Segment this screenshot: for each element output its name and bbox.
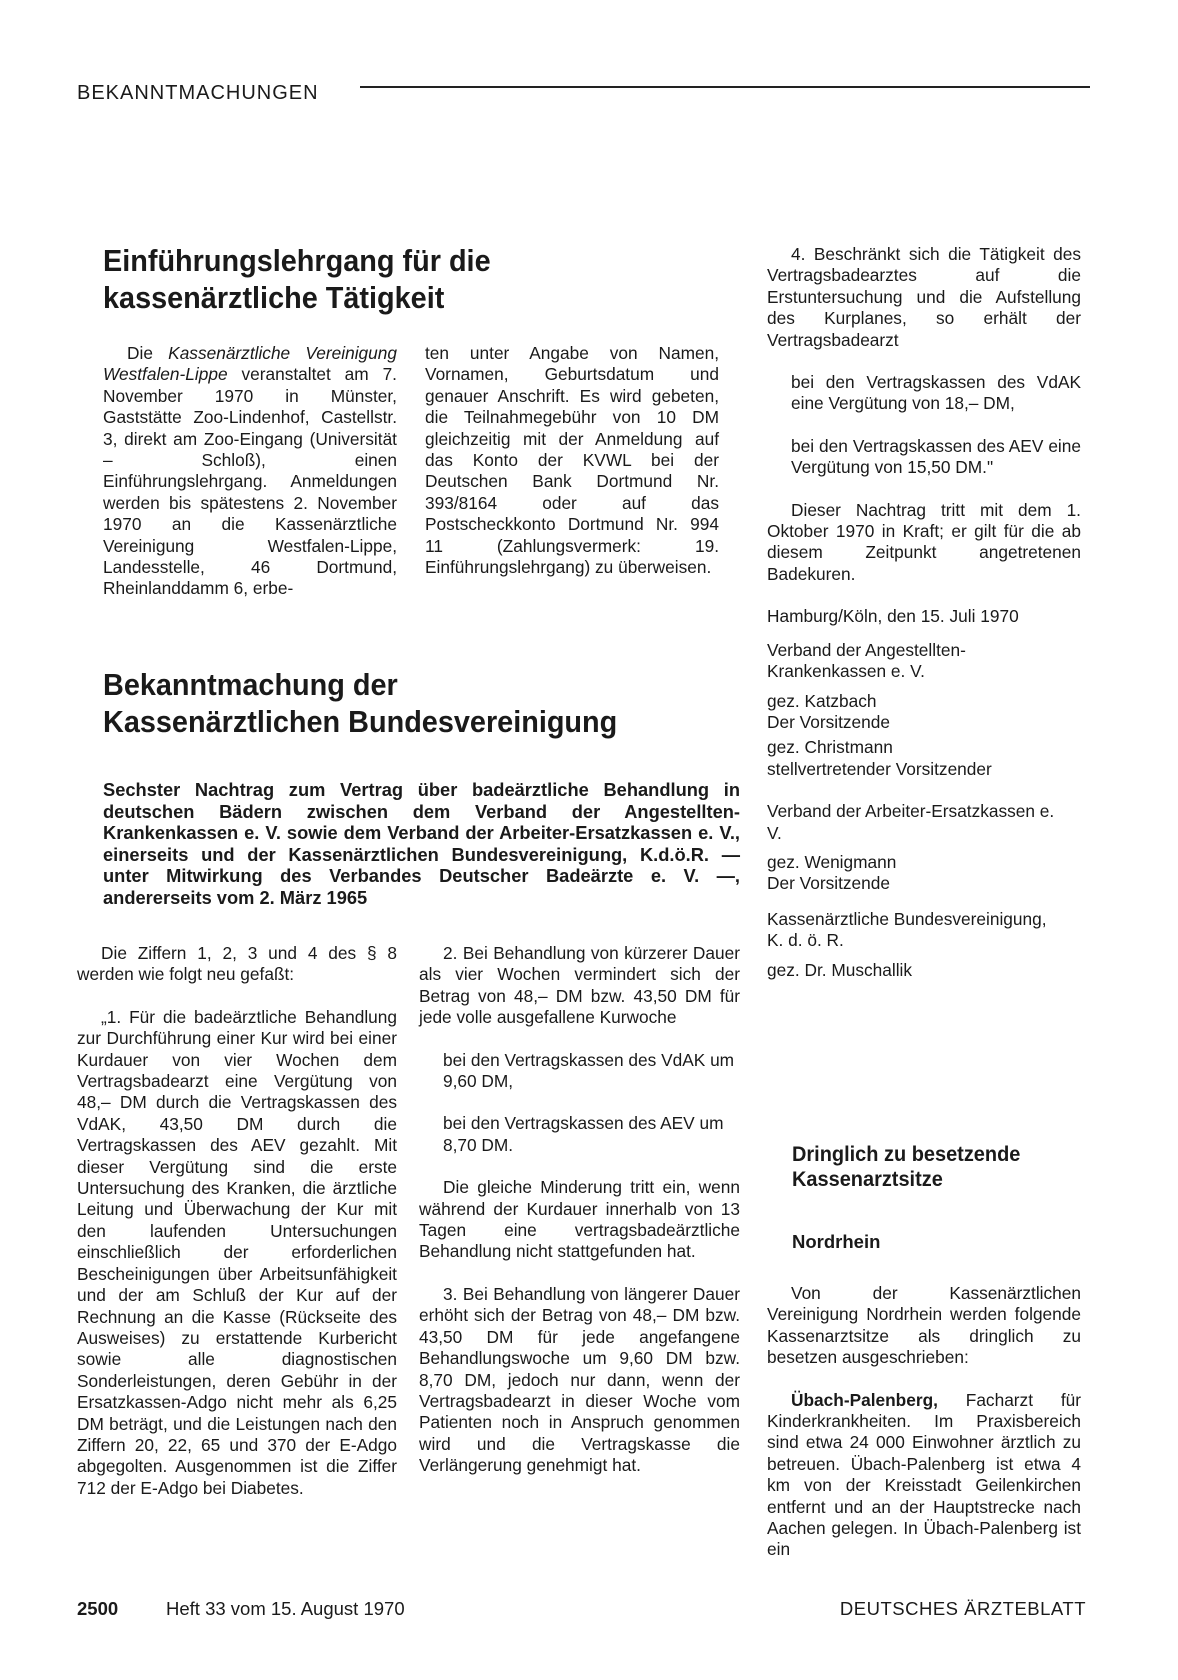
section-header: BEKANNTMACHUNGEN	[77, 82, 319, 104]
page-number: 2500	[77, 1598, 119, 1619]
article2-subtitle: Sechster Nachtrag zum Vertrag über badeärztliche Behandlung in deutschen Bädern zwischen dem Verband der Angestellten-Krankenkassen e. V. sowie dem Verband der Arbeiter-Ersatzkassen e. V., einerseits und der Kassenärztlichen Bundesvereinigung, K.d.ö.R. — unter Mitwirkung des Verbandes Deutscher Badeärzte e. V. —, andererseits vom 2. März 1965	[103, 779, 740, 908]
article2-title: Bekanntmachung der Kassenärztlichen Bundesvereinigung	[103, 667, 618, 739]
header-rule	[360, 86, 1090, 88]
article1-title: Einführungslehrgang für die kassenärztliche Tätigkeit	[103, 243, 491, 315]
article2-col2: 2. Bei Behandlung von kürzerer Dauer als vier Wochen vermindert sich der Betrag von 48,– DM bzw. 43,50 DM für jede volle ausgefallene Kurwoche bei den Vertragskassen des VdAK um 9,60 DM, bei den Vertragskassen des AEV um 8,70 DM. Die gleiche Minderung tritt ein, wenn während der Kurdauer innerhalb von 13 Tagen eine vertragsbadeärztliche Behandlung nicht stattgefunden hat. 3. Bei Behandlung von längerer Dauer erhöht sich der Betrag von 48,– DM bzw. 43,50 DM für jede angefangene Behandlungswoche um 9,60 DM bzw. 8,70 DM, jedoch nur dann, wenn der Vertragsbadearzt in dieser Woche vom Patienten noch in Anspruch genommen wird und die Vertragskasse die Verlängerung genehmigt hat.	[419, 943, 740, 1476]
article2-col1: Die Ziffern 1, 2, 3 und 4 des § 8 werden wie folgt neu gefaßt: „1. Für die badeärztliche Behandlung zur Durchführung einer Kur wird bei einer Kurdauer von vier Wochen dem Vertragsbadearzt eine Vergütung von 48,– DM durch die Vertragskassen des VdAK, 43,50 DM durch die Vertragskassen des AEV gezahlt. Mit dieser Vergütung sind die erste Untersuchung des Kranken, die ärztliche Leitung und Überwachung der Kur mit den laufenden Untersuchungen einschließlich der erforderlichen Bescheinigungen über Arbeitsunfähigkeit und der am Schluß der Kur auf der Rechnung an die Kasse (Rückseite des Ausweises) zu erstattende Kurbericht sowie alle diagnostischen Sonderleistungen, deren Gebühr in der Ersatzkassen-Adgo nicht mehr als 6,25 DM beträgt, und die Leistungen nach den Ziffern 20, 22, 65 und 370 der E-Adgo abgegolten. Ausgenommen ist die Ziffer 712 der E-Adgo bei Diabetes.	[77, 943, 397, 1498]
article1-col2: ten unter Angabe von Namen, Vornamen, Geburtsdatum und genauer Anschrift. Es wird gebeten, die Teilnahmegebühr von 10 DM gleichzeitig mit der Anmeldung auf das Konto der KVWL bei der Deutschen Bank Dortmund Nr. 393/8164 oder auf das Postscheckkonto Dortmund Nr. 994 11 (Zahlungsvermerk: 19. Einführungslehrgang) zu überweisen.	[425, 343, 719, 578]
article3-body: Von der Kassenärztlichen Vereinigung Nordrhein werden folgende Kassenarztsitze als dringlich zu besetzen ausgeschrieben: Übach-Palenberg, Facharzt für Kinderkrankheiten. Im Praxisbereich sind etwa 24 000 Einwohner ärztlich zu betreuen. Übach-Palenberg ist etwa 4 km von der Kreisstadt Geilenkirchen entfernt und an der Hauptstrecke nach Aachen gelegen. In Übach-Palenberg ist ein	[767, 1283, 1081, 1560]
issue-info: Heft 33 vom 15. August 1970	[166, 1598, 405, 1619]
article1-col1: Die Kassenärztliche Vereinigung Westfalen-Lippe veranstaltet am 7. November 1970 in Münster, Gaststätte Zoo-Lindenhof, Castellstr. 3, direkt am Zoo-Eingang (Universität – Schloß), einen Einführungslehrgang. Anmeldungen werden bis spätestens 2. November 1970 an die Kassenärztliche Vereinigung Westfalen-Lippe, Landesstelle, 46 Dortmund, Rheinlanddamm 6, erbe-	[103, 343, 397, 599]
article3-title: Dringlich zu besetzende Kassenarztsitze	[792, 1143, 1021, 1191]
article3-region: Nordrhein	[792, 1231, 881, 1252]
right-column: 4. Beschränkt sich die Tätigkeit des Vertragsbadearztes auf die Erstuntersuchung und die Aufstellung des Kurplanes, so erhält der Vertragsbadearzt bei den Vertragskassen des VdAK eine Vergütung von 18,– DM, bei den Vertragskassen des AEV eine Vergütung von 15,50 DM." Dieser Nachtrag tritt mit dem 1. Oktober 1970 in Kraft; er gilt für die ab diesem Zeitpunkt angetretenen Badekuren. Hamburg/Köln, den 15. Juli 1970 Verband der Angestellten-Krankenkassen e. V. gez. Katzbach Der Vorsitzende gez. Christmann stellvertretender Vorsitzender Verband der Arbeiter-Ersatzkassen e. V. gez. Wenigmann Der Vorsitzende Kassenärztliche Bundesvereinigung, K. d. ö. R. gez. Dr. Muschallik	[767, 244, 1081, 980]
publication-name: DEUTSCHES ÄRZTEBLATT	[839, 1598, 1086, 1619]
signatures: Hamburg/Köln, den 15. Juli 1970 Verband der Angestellten-Krankenkassen e. V. gez. Katzbach Der Vorsitzende gez. Christmann stellvertretender Vorsitzender Verband der Arbeiter-Ersatzkassen e. V. gez. Wenigmann Der Vorsitzende Kassenärztliche Bundesvereinigung, K. d. ö. R. gez. Dr. Muschallik	[767, 606, 1055, 980]
